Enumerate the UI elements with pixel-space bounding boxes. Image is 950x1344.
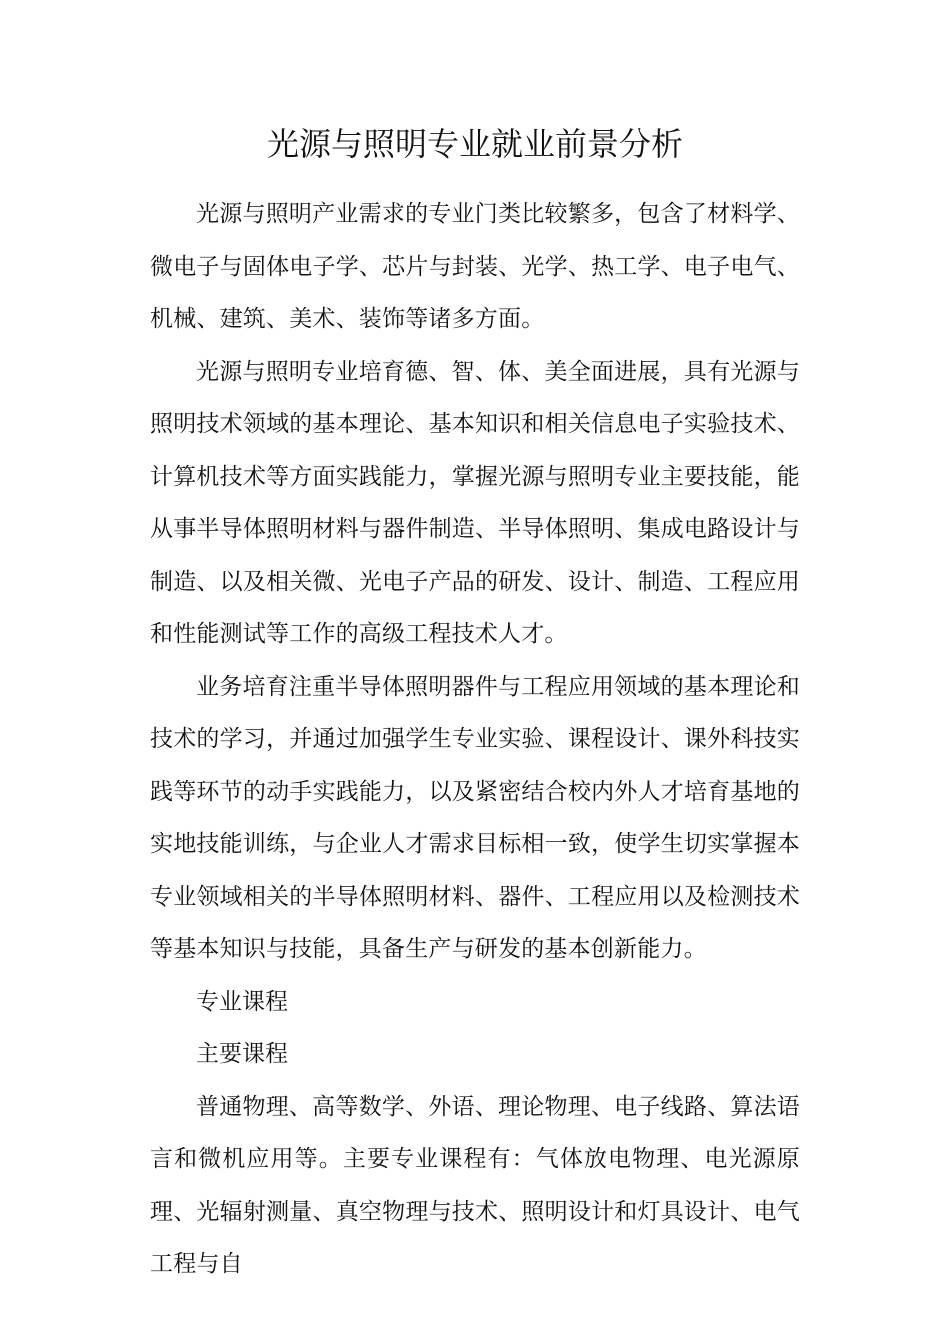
document-body (150, 188, 800, 1291)
paragraph-training-goals: 光源与照明专业培育德、智、体、美全面进展，具有光源与照明技术领域的基本理论、基本知识和相关信息电子实验技术、计算机技术等方面实践能力，掌握光源与照明专业主要技能，能从事半导体照明材料与器件制造、半导体照明、集成电路设计与制造、以及相关微、光电子产品的研发、设计、制造、工程应用和性能测试等工作的高级工程技术人才。 (150, 358, 800, 647)
paragraph-industry-needs: 光源与照明产业需求的专业门类比较繁多，包含了材料学、微电子与固体电子学、芯片与封装、光学、热工学、电子电气、机械、建筑、美术、装饰等诸多方面。 (150, 201, 800, 332)
paragraph-course-list: 普通物理、高等数学、外语、理论物理、电子线路、算法语言和微机应用等。主要专业课程有：气体放电物理、电光源原理、光辐射测量、真空物理与技术、照明设计和灯具设计、电气工程与自 (150, 1093, 800, 1277)
heading-main-courses: 主要课程 (196, 1041, 288, 1067)
heading-courses: 专业课程 (196, 988, 288, 1015)
paragraph-business-training: 业务培育注重半导体照明器件与工程应用领域的基本理论和技术的学习，并通过加强学生专业实验、课程设计、课外科技实践等环节的动手实践能力，以及紧密结合校内外人才培育基地的实地技能训练，与企业人才需求目标相一致，使学生切实掌握本专业领域相关的半导体照明材料、器件、工程应用以及检测技术等基本知识与技能，具备生产与研发的基本创新能力。 (150, 673, 800, 962)
document-title: 光源与照明专业就业前景分析 (266, 125, 683, 163)
